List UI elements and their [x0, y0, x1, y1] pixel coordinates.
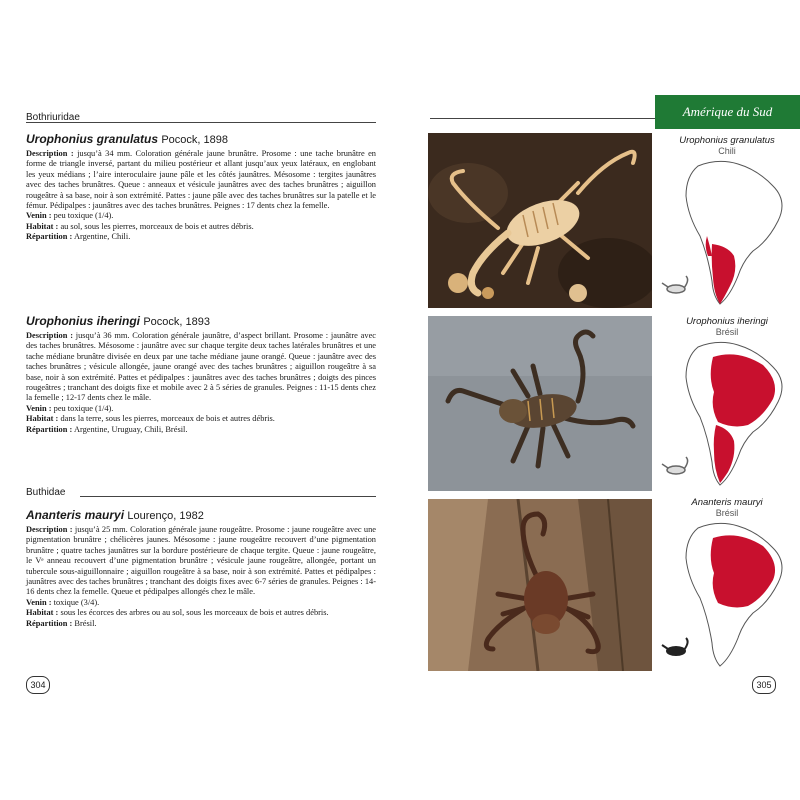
region-banner: Amérique du Sud	[655, 95, 800, 129]
repartition-text: Brésil.	[74, 618, 97, 628]
repartition-label: Répartition :	[26, 424, 73, 434]
habitat-label: Habitat :	[26, 221, 59, 231]
species-title	[26, 132, 376, 147]
species-entry-1	[26, 132, 376, 243]
repartition-text: Argentine, Chili.	[73, 232, 131, 242]
habitat-text: dans la terre, sous les pierres, morceaux de bois et autres débris.	[60, 414, 275, 424]
map-species-name: Urophonius iheringi	[686, 316, 768, 327]
species-photo-2	[428, 316, 652, 491]
description-text: jusqu’à 25 mm. Coloration générale jaune rougeâtre. Prosome : jaune rougeâtre avec une pigmentation brunâtre ; chélicères jaunes. Mésosome : jaune rougeâtre recouvert d’une pigmentation brunâtre ; quatre taches jaunâtres sur la bordure postérieure de chaque tergite. Queue : jaune rougeâtre, le Vᵉ anneau recouvert d’une pigmentation brunâtre ; vésicule jaune rougeâtre, allongée, portant un tubercule sous-aiguillonnaire ; aiguillon rougeâtre à sa base, noir à son extrémité. Pattes et pédipalpes : jaunâtres avec des taches brunâtres ; tranchant des doigts fixes avec 6-7 séries de granules. Peignes : 14-16 dents chez la femelle. Queue et pédipalpes allongés chez le mâle.	[26, 525, 376, 597]
description-label: Description :	[26, 331, 73, 340]
map-block-3	[658, 497, 796, 668]
habitat-label: Habitat :	[26, 414, 59, 424]
venin-label: Venin :	[26, 597, 52, 607]
venin-label: Venin :	[26, 403, 52, 413]
scorpion-photo-granulatus	[428, 133, 652, 308]
species-name: Urophonius iheringi	[26, 314, 140, 328]
venin-text: peu toxique (1/4).	[53, 403, 114, 413]
species-photo-3	[428, 499, 652, 671]
page-number-right: 305	[752, 676, 776, 694]
species-name: Ananteris mauryi	[26, 508, 125, 522]
habitat-text: sous les écorces des arbres ou au sol, sous les morceaux de bois et autres débris.	[60, 608, 329, 618]
repartition-text: Argentine, Uruguay, Chili, Brésil.	[73, 424, 188, 434]
family-rule	[80, 496, 376, 497]
scorpion-photo-mauryi	[428, 499, 652, 671]
family-heading-buthidae: Buthidae	[26, 487, 66, 498]
map-species-name: Ananteris mauryi	[691, 497, 763, 508]
venin-label: Venin :	[26, 211, 52, 221]
repartition-label: Répartition :	[26, 232, 73, 242]
scorpion-icon	[662, 276, 688, 293]
scorpion-photo-iheringi	[428, 316, 652, 491]
right-page	[400, 0, 800, 800]
venin-text: peu toxique (1/4).	[53, 211, 114, 221]
description-text: jusqu’à 36 mm. Coloration générale jaunâtre, d’aspect brillant. Prosome : jaunâtre avec des taches brunâtres. Mésosome : jaunâtre avec sur chaque tergite deux taches latérales brunâtres et une tache médiane brunâtre divisée en deux par une tache médiane jaune orangé. Queue : jaunâtre avec des taches brunâtres ; vésicule allongée, jaune orangé avec des taches brunâtres ; aiguillon rougeâtre à sa base, noir à son extrémité. Pattes et pédipalpes : jaunâtres avec des taches brunâtres ; doigts des pinces rougeâtres ; tranchant des doigts fixe et mobile avec 2 à 5 séries de granules. Peignes : 11-15 dents chez la femelle ; 12-17 dents chez le mâle.	[26, 331, 376, 403]
species-author: Pocock, 1898	[161, 134, 228, 146]
map-species-name: Urophonius granulatus	[679, 135, 775, 146]
species-title	[26, 508, 376, 523]
description-label: Description :	[26, 525, 73, 534]
species-description	[26, 149, 376, 243]
family-rule	[26, 122, 376, 123]
map-country: Brésil	[715, 508, 739, 518]
species-author: Pocock, 1893	[143, 316, 210, 328]
habitat-text: au sol, sous les pierres, morceaux de bois et autres débris.	[60, 221, 254, 231]
page-number-left: 304	[26, 676, 50, 694]
scorpion-icon	[662, 457, 688, 474]
map-block-2	[658, 316, 796, 487]
top-rule	[430, 118, 655, 119]
species-title	[26, 314, 376, 329]
south-america-map	[658, 156, 796, 306]
map-block-1	[658, 135, 796, 306]
map-country: Brésil	[715, 327, 739, 337]
scorpion-icon	[662, 638, 688, 655]
south-america-map	[658, 518, 796, 668]
species-name: Urophonius granulatus	[26, 132, 158, 146]
repartition-label: Répartition :	[26, 618, 73, 628]
south-america-map	[658, 337, 796, 487]
map-country: Chili	[718, 146, 736, 156]
species-author: Lourenço, 1982	[127, 510, 204, 522]
description-label: Description :	[26, 149, 74, 158]
family-heading-bothriuridae: Bothriuridae	[26, 112, 80, 123]
description-text: jusqu’à 34 mm. Coloration générale jaune brunâtre. Prosome : une tache brunâtre en forme de triangle inversé, partant du milieu postérieur et allant jusqu’aux yeux latéraux, en englobant les yeux médians ; l’aire interoculaire jaune pâle et les côtés jaunâtres. Mésosome : tergites jaunâtres avec des taches brunâtres. Queue : anneaux et vésicule jaunâtres avec des taches brunâtres ; aiguillon rougeâtre à sa base, noir à son extrémité. Pattes : jaune pâle avec des taches brunâtres sur la patelle et le fémur. Pédipalpes : jaunâtres avec des taches brunâtres. Peignes : 17 dents chez la femelle.	[26, 149, 376, 211]
venin-text: toxique (3/4).	[53, 597, 100, 607]
habitat-label: Habitat :	[26, 608, 59, 618]
species-entry-3	[26, 508, 376, 629]
species-photo-1	[428, 133, 652, 308]
species-description	[26, 525, 376, 629]
species-entry-2	[26, 314, 376, 435]
species-description	[26, 331, 376, 435]
